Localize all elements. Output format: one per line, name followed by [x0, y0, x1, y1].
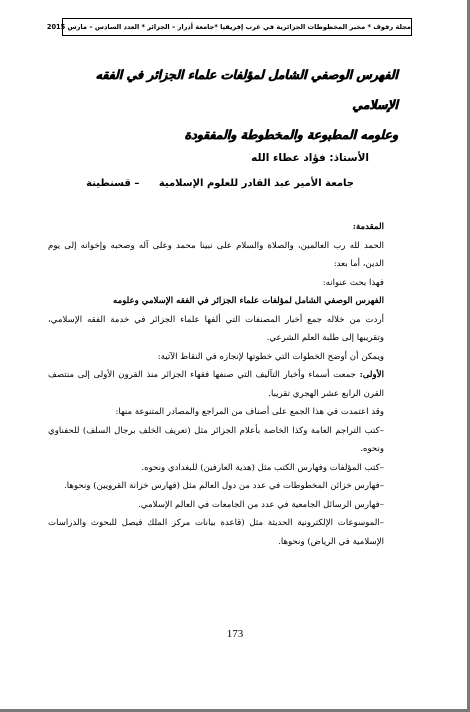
point-text: جمعت أسماء وأخبار التآليف التي صنفها فقهاء الجزائر منذ القرون الأولى إلى منتصف القرن الرابع عشر الهجري تقريبا. — [48, 370, 384, 399]
paragraph: وقد اعتمدت في هذا الجمع على أصناف من المراجع والمصادر المتنوعة منها: — [115, 407, 384, 417]
affiliation-separator: – — [134, 178, 140, 189]
list-item: –كتب المؤلفات وفهارس الكتب مثل (هدية العارفين) للبغدادي ونحوه. — [141, 462, 384, 473]
point-label: الأولى: — [359, 370, 384, 380]
author-affiliation — [86, 178, 354, 189]
paragraph: فهذا بحث عنوانه: — [322, 277, 384, 288]
article-title — [48, 60, 398, 150]
article-body — [48, 218, 384, 551]
research-title: الفهرس الوصفي الشامل لمؤلفات علماء الجزائر في الفقه الإسلامي وعلومه — [113, 296, 384, 306]
paragraph: ويمكن أن أوضح الخطوات التي خطوتها لإنجازه في النقاط الآتية: — [157, 351, 384, 362]
list-item: –كتب التراجم العامة وكذا الخاصة بأعلام الجزائر مثل (تعريف الخلف برجال السلف) للحفناوي ونحوه. — [48, 425, 384, 454]
paragraph — [48, 366, 384, 403]
list-item: –الموسوعات الإلكترونية الحديثة مثل (قاعدة بيانات مركز الملك فيصل للبحوث والدراسات الإسلامية في الرياض) ونحوها. — [48, 518, 384, 547]
list-item: –فهارس خزائن المخطوطات في عدد من دول العالم مثل (فهارس خزانة القرويين) ونحوها. — [64, 481, 384, 491]
city: قسنطينة — [86, 178, 131, 189]
paragraph: أردت من خلاله جمع أخبار المصنفات التي ألفها علماء الجزائر في خدمة الفقه الإسلامي، وتقريبها إلى طلبة العلم الشرعي. — [48, 314, 384, 343]
institution: جامعة الأمير عبد القادر للعلوم الإسلامية — [158, 178, 354, 189]
page-number: 173 — [226, 628, 244, 640]
title-line-1: الفهرس الوصفي الشامل لمؤلفات علماء الجزائر في الفقه الإسلامي — [95, 67, 398, 112]
author-name: الأستاذ: فؤاد عطاء الله — [251, 152, 369, 164]
list-item: –فهارس الرسائل الجامعية في عدد من الجامعات في العالم الإسلامي. — [138, 499, 384, 510]
journal-header: مجلة رفوف * مخبر المخطوطات الجزائرية في غرب إفريقيا *جامعة أدرار – الجزائر * العدد السادس – مارس 2015 — [62, 18, 412, 36]
title-line-2: وعلومه المطبوعة والمخطوطة والمفقودة — [184, 127, 398, 142]
intro-heading: المقدمة: — [352, 222, 384, 232]
paragraph: الحمد لله رب العالمين، والصلاة والسلام على نبينا محمد وعلى آله وصحبه وإخوانه إلى يوم الدين، أما بعد: — [48, 240, 384, 269]
